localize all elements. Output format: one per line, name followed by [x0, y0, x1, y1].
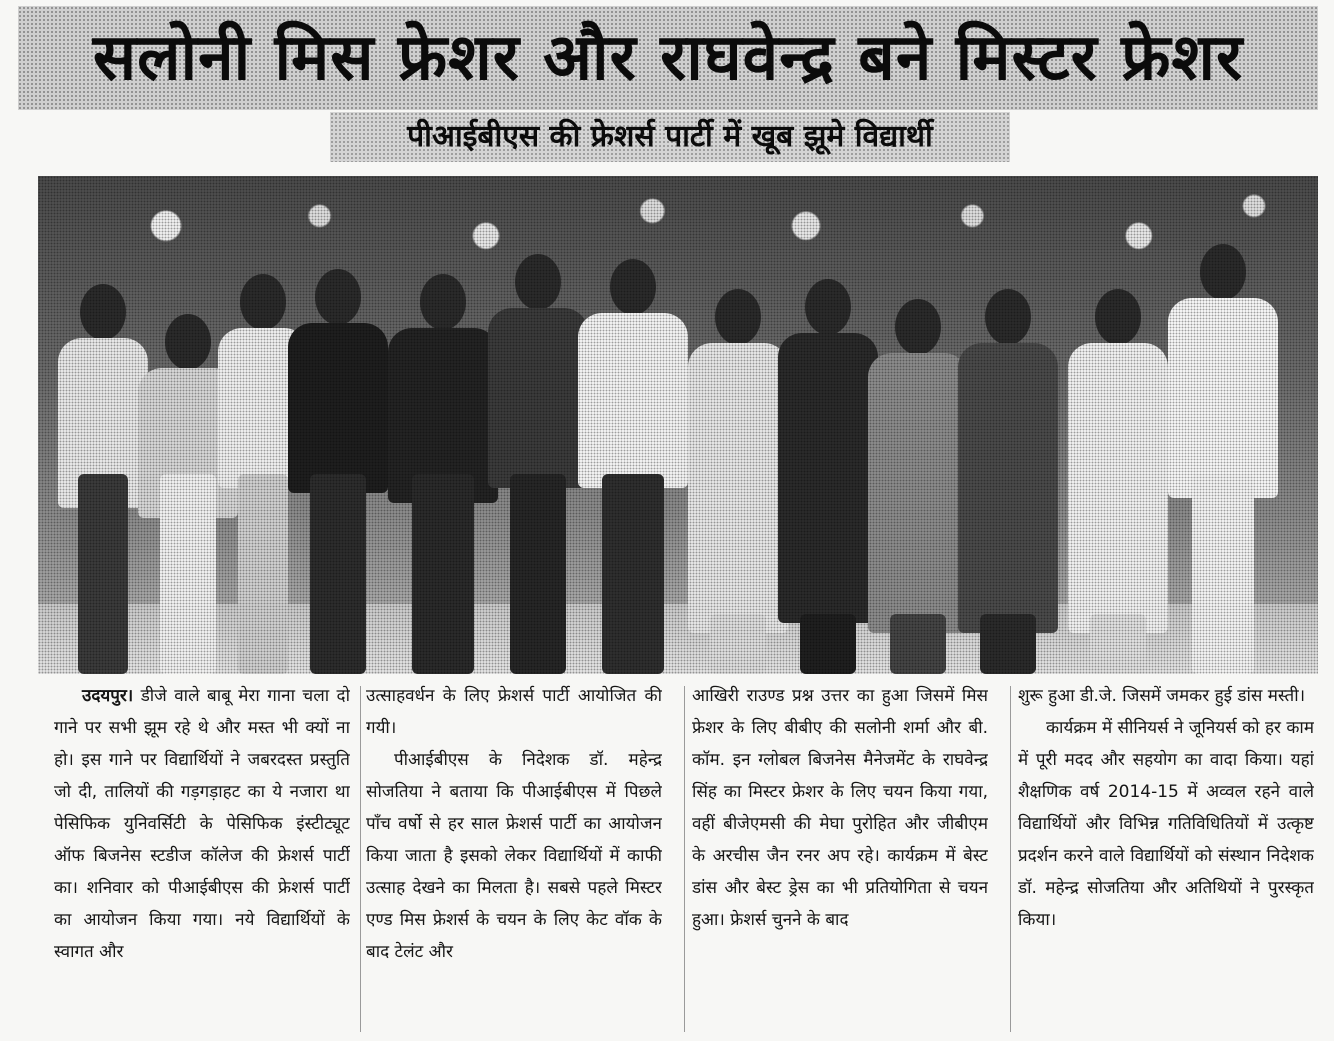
- article-paragraph: उत्साहवर्धन के लिए फ्रेशर्स पार्टी आयोजित की गयी।: [366, 686, 662, 738]
- headline: सलोनी मिस फ्रेशर और राघवेन्द्र बने मिस्टर फ्रेशर: [92, 21, 1244, 95]
- article-paragraph: कार्यक्रम में सीनियर्स ने जूनियर्स को हर काम में पूरी मदद और सहयोग का वादा किया। यहां शैक्षणिक वर्ष 2014-15 में अव्वल रहने वाले विद्यार्थियों और विभिन्न गतिविधितियों में उत्कृष्ट प्रदर्शन करने वाले विद्यार्थियों को संस्थान निदेशक डॉ. महेन्द्र सोजतिया और अतिथियों ने पुरस्कृत किया।: [1018, 718, 1314, 930]
- column-divider: [360, 686, 361, 1032]
- column-divider: [684, 686, 685, 1032]
- subheadline: पीआईबीएस की फ्रेशर्स पार्टी में खूब झूमे विद्यार्थी: [407, 119, 933, 154]
- person-figure: [388, 274, 498, 674]
- article-column-3: [692, 680, 988, 1036]
- person-figure: [778, 279, 878, 674]
- dateline: उदयपुर।: [82, 686, 134, 706]
- person-figure: [868, 299, 968, 674]
- person-figure: [1068, 289, 1168, 674]
- person-figure: [958, 289, 1058, 674]
- person-figure: [688, 289, 788, 674]
- article-text: डीजे वाले बाबू मेरा गाना चला दो गाने पर सभी झूम रहे थे और मस्त भी क्यों ना हो। इस गाने पर विद्यार्थियों ने जबरदस्त प्रस्तुति जो दी, तालियों की गड़गड़ाहट का ये नजारा था पेसिफिक युनिवर्सिटी के पेसिफिक इंस्टीट्यूट ऑफ बिजनेस स्टडीज कॉलेज की फ्रेशर्स पार्टी का। शनिवार को पीआईबीएस की फ्रेशर्स पार्टी का आयोजन किया गया। नये विद्यार्थियों के स्वागत और: [54, 686, 350, 962]
- article-body: [38, 680, 1318, 1036]
- person-figure: [288, 269, 388, 674]
- article-paragraph: आखिरी राउण्ड प्रश्न उत्तर का हुआ जिसमें मिस फ्रेशर के लिए बीबीए की सलोनी शर्मा और बी. कॉम. इन ग्लोबल बिजनेस मैनेजमेंट के राघवेन्द्र सिंह का मिस्टर फ्रेशर के लिए चयन किया गया, वहीं बीजेएमसी की मेघा पुरोहित और जीबीएम के अरचीस जैन रनर अप रहे। कार्यक्रम में बेस्ट डांस और बेस्ट ड्रेस का भी प्रतियोगिता से चयन हुआ। फ्रेशर्स चुनने के बाद: [692, 686, 988, 930]
- article-paragraph: पीआईबीएस के निदेशक डॉ. महेन्द्र सोजतिया ने बताया कि पीआईबीएस में पिछले पाँच वर्षो से हर साल फ्रेशर्स पार्टी का आयोजन किया जाता है इसको लेकर विद्यार्थियों में काफी उत्साह देखने का मिलता है। सबसे पहले मिस्टर एण्ड मिस फ्रेशर्स के चयन के लिए केट वॉक के बाद टेलंट और: [366, 750, 662, 962]
- person-figure: [1168, 244, 1278, 674]
- article-paragraph: शुरू हुआ डी.जे. जिसमें जमकर हुई डांस मस्ती।: [1018, 686, 1306, 706]
- person-figure: [58, 284, 148, 674]
- person-figure: [488, 254, 588, 674]
- column-divider: [1010, 686, 1011, 1032]
- article-column-2: [366, 680, 662, 1036]
- article-column-4: [1018, 680, 1314, 1036]
- article-column-1: [54, 680, 350, 1036]
- group-photo: [38, 176, 1318, 674]
- person-figure: [578, 259, 688, 674]
